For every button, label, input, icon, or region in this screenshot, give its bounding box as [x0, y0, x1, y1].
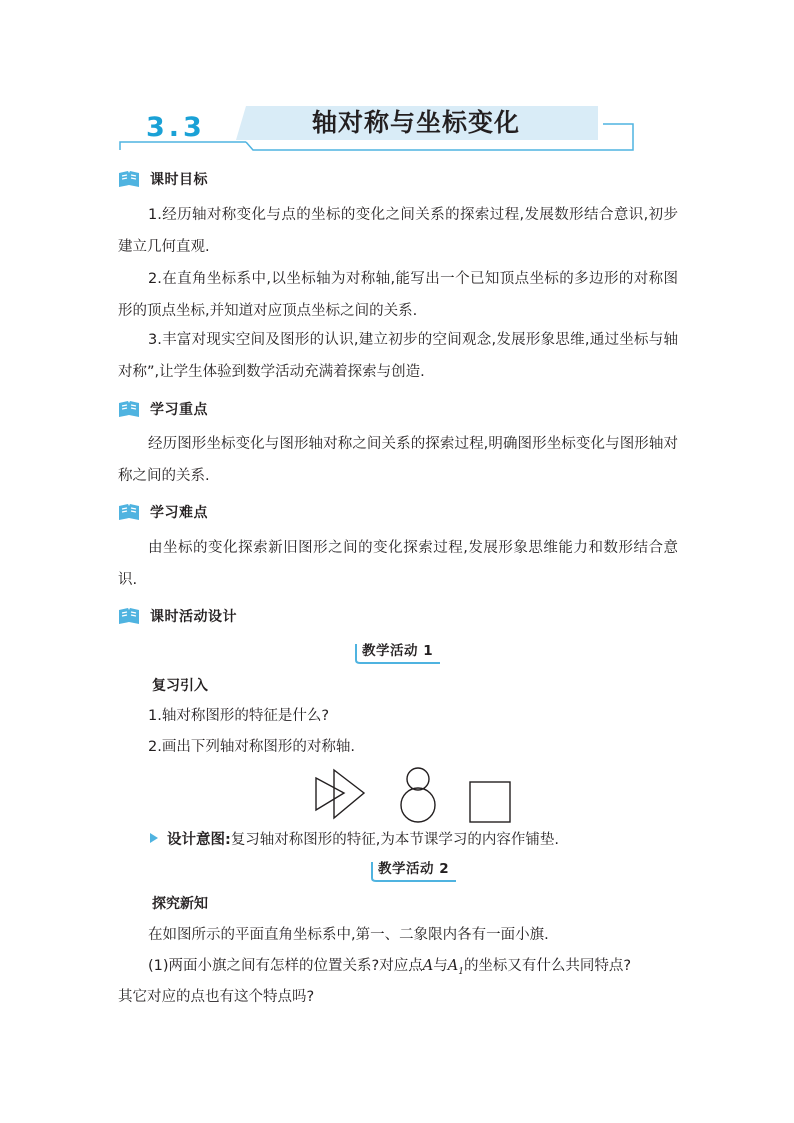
- activity-badge-label: 教学活动 2: [378, 861, 450, 877]
- design-intent-text: 复习轴对称图形的特征,为本节课学习的内容作铺垫.: [230, 832, 560, 848]
- design-intent-label: 设计意图:: [167, 832, 231, 848]
- point-a1-letter: A: [447, 958, 459, 974]
- triangle-bullet-icon: [150, 833, 158, 843]
- book-icon: [118, 169, 140, 189]
- square-figure: [470, 782, 510, 822]
- difficulties-text: 由坐标的变化探索新旧图形之间的变化探索过程,发展形象思维能力和数形结合意识.: [118, 540, 678, 588]
- heading-objectives: [118, 168, 208, 190]
- activity2-subtitle: 探究新知: [152, 896, 208, 912]
- double-triangle-figure: [316, 770, 364, 818]
- heading-activity-design: [118, 605, 237, 627]
- section-header: [118, 102, 638, 154]
- book-icon: [118, 502, 140, 522]
- symmetric-figures: [312, 766, 516, 824]
- question-text: 的坐标又有什么共同特点?: [463, 958, 632, 974]
- heading-text: 课时活动设计: [150, 609, 237, 625]
- point-a: A: [422, 958, 434, 974]
- heading-text: 课时目标: [150, 172, 208, 188]
- objective-item-2: 2.在直角坐标系中,以坐标轴为对称轴,能写出一个已知顶点坐标的多边形的对称图形的顶点坐标,并知道对应顶点坐标之间的关系.: [118, 271, 678, 319]
- heading-text: 学习难点: [150, 505, 208, 521]
- key-points-text: 经历图形坐标变化与图形轴对称之间关系的探索过程,明确图形坐标变化与图形轴对称之间的关系.: [118, 436, 678, 484]
- book-icon: [118, 399, 140, 419]
- design-intent: [150, 830, 559, 850]
- activity-badge-1: [356, 640, 442, 666]
- badge-underline: [368, 858, 460, 884]
- point-a1-subscript: 1: [458, 966, 464, 977]
- figure-eight-figure: [401, 768, 435, 822]
- activity-badge-label: 教学活动 1: [362, 643, 434, 659]
- section-number: 3.3: [146, 112, 206, 143]
- book-icon: [118, 606, 140, 626]
- activity2-intro: 在如图所示的平面直角坐标系中,第一、二象限内各有一面小旗.: [148, 927, 549, 943]
- activity2-question-1: [148, 956, 631, 982]
- badge-underline: [352, 640, 444, 666]
- activity1-question-2: 2.画出下列轴对称图形的对称轴.: [148, 739, 355, 755]
- question-text: (1)两面小旗之间有怎样的位置关系?对应点: [148, 958, 423, 974]
- objective-item-3: 3.丰富对现实空间及图形的认识,建立初步的空间观念,发展形象思维,通过坐标与轴对称”,让学生体验到数学活动充满着探索与创造.: [118, 332, 678, 380]
- heading-text: 学习重点: [150, 402, 208, 418]
- heading-key-points: [118, 398, 208, 420]
- activity1-subtitle: 复习引入: [152, 678, 208, 694]
- section-title: 轴对称与坐标变化: [312, 108, 521, 137]
- question-text: 与: [433, 958, 448, 974]
- activity1-question-1: 1.轴对称图形的特征是什么?: [148, 708, 330, 724]
- heading-difficulties: [118, 501, 208, 523]
- objective-item-1: 1.经历轴对称变化与点的坐标的变化之间关系的探索过程,发展数形结合意识,初步建立几何直观.: [118, 207, 678, 255]
- activity-badge-2: [372, 858, 458, 884]
- activity2-question-1-cont: 其它对应的点也有这个特点吗?: [118, 989, 315, 1005]
- point-a1: [447, 958, 464, 977]
